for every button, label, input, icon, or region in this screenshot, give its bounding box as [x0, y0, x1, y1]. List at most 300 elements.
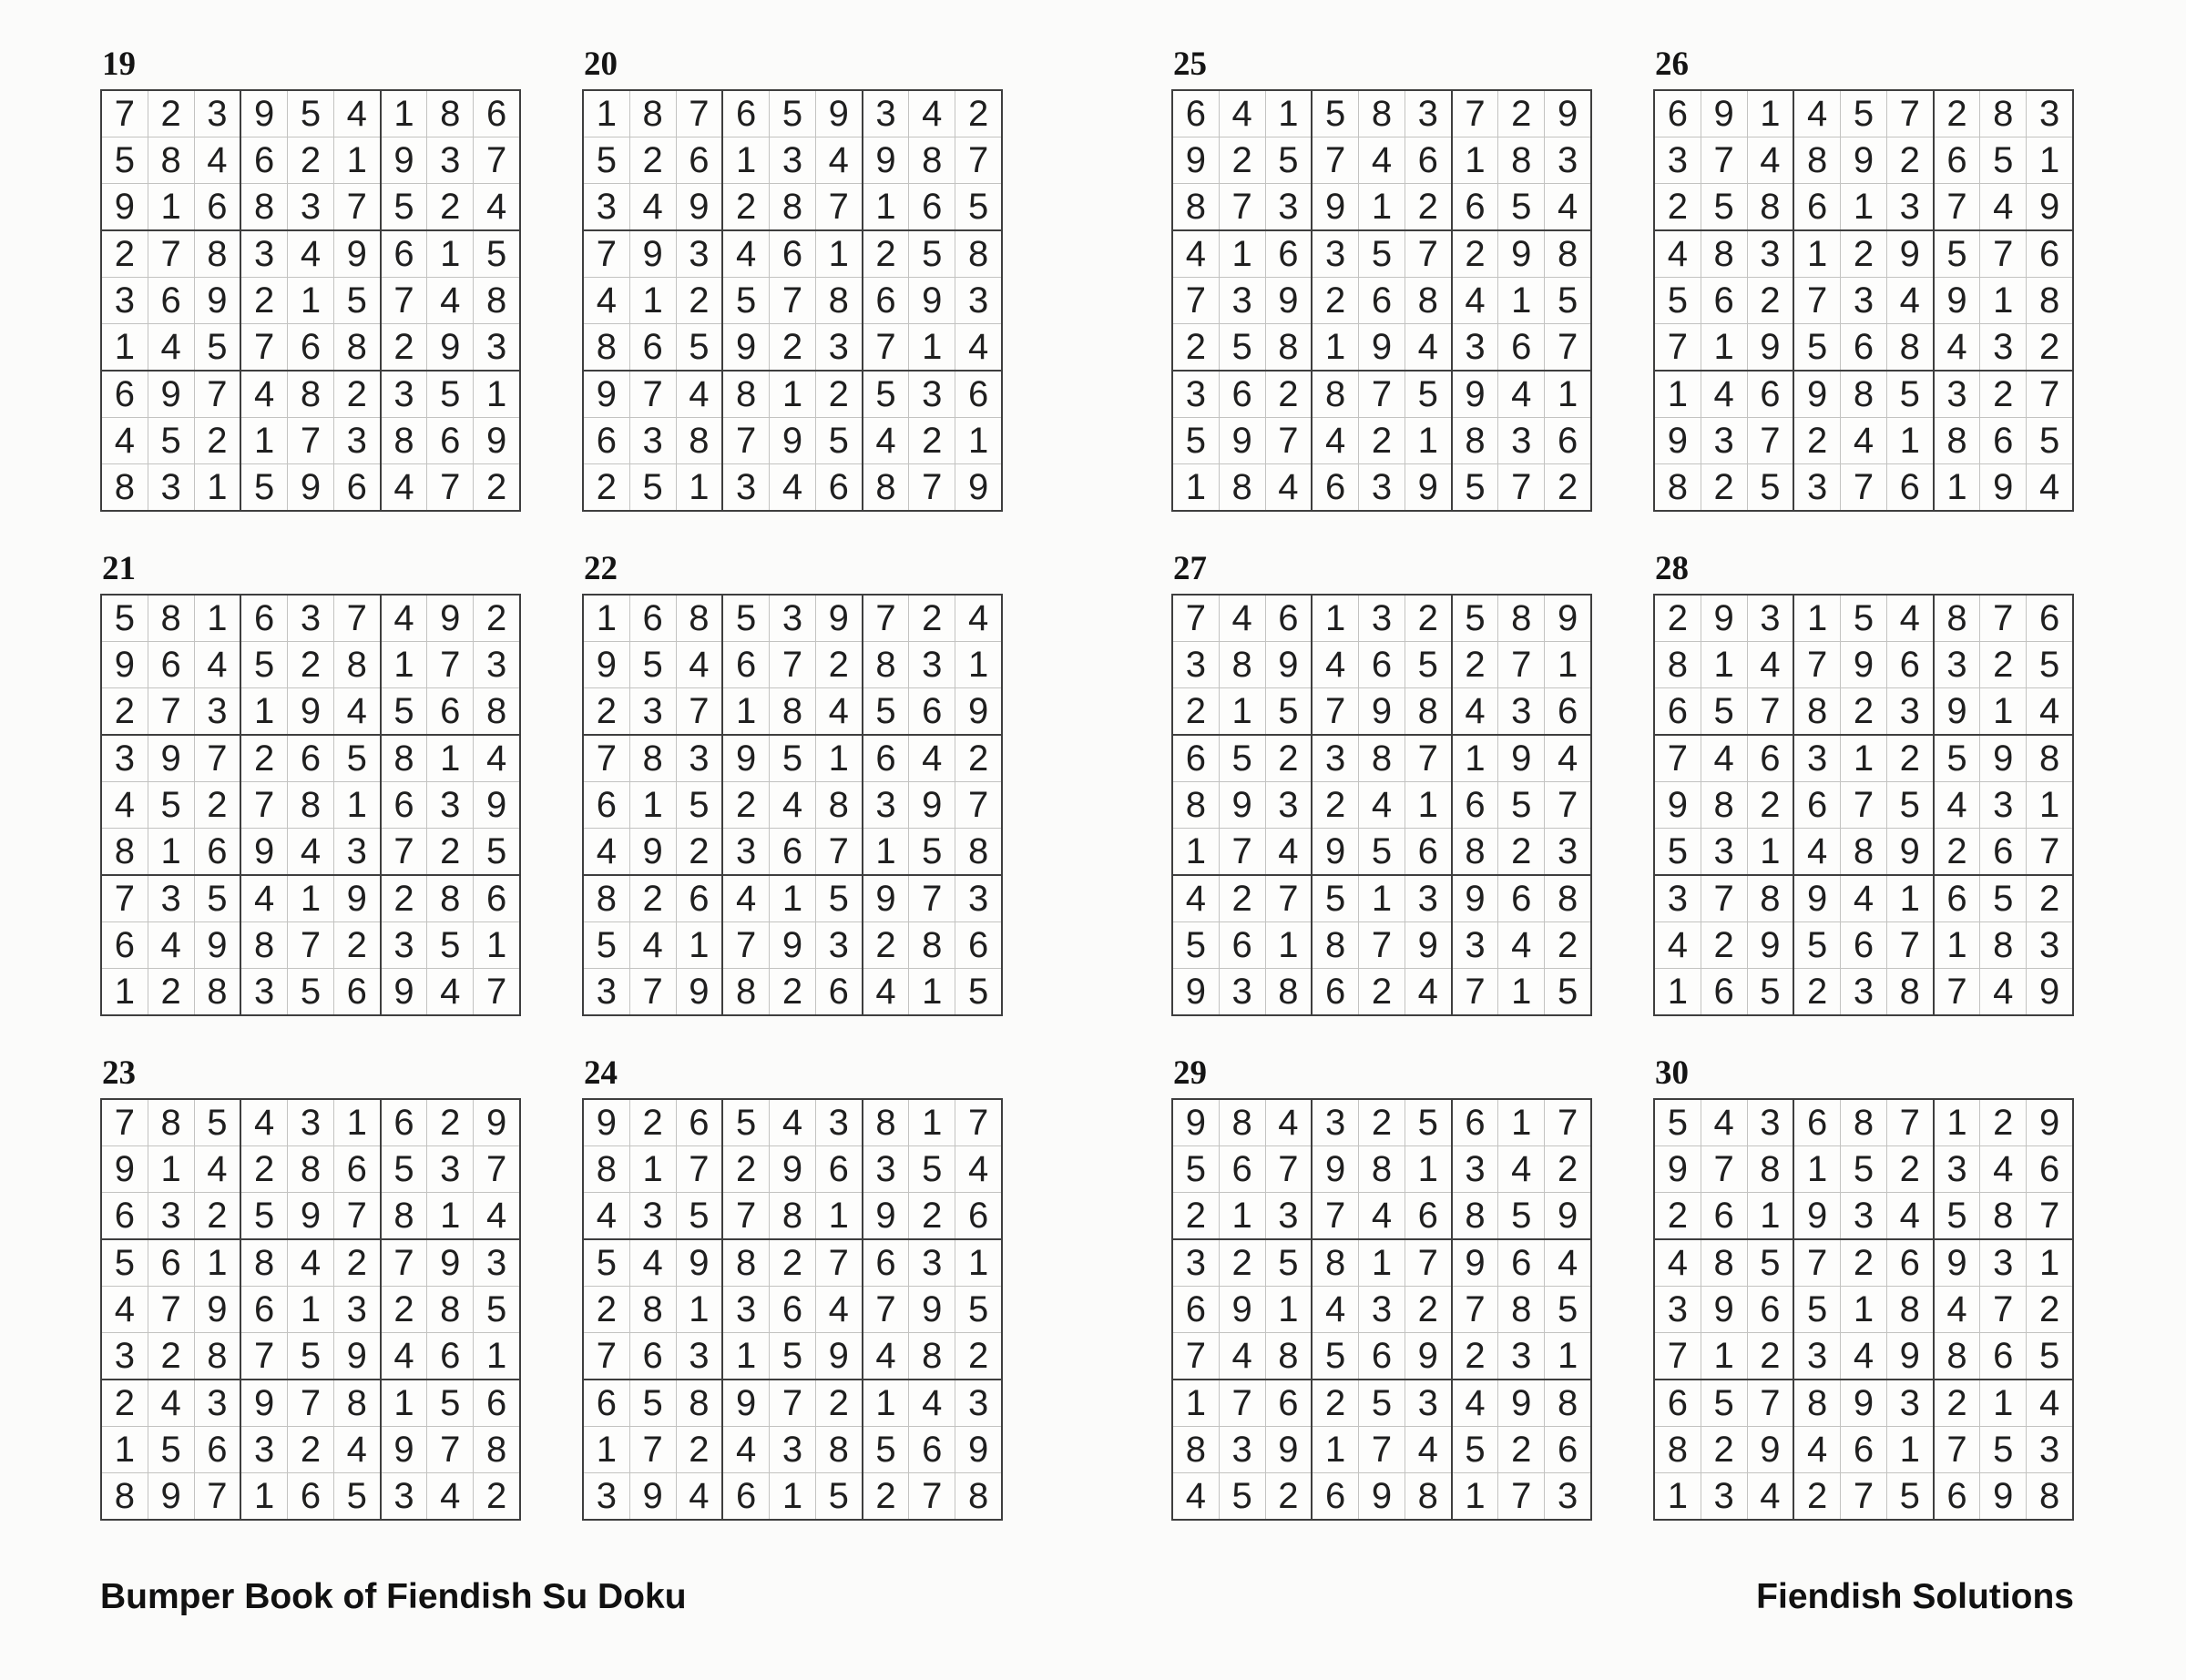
- sudoku-cell: 8: [1934, 595, 1980, 642]
- sudoku-cell: 6: [101, 922, 148, 969]
- sudoku-cell: 9: [1359, 1473, 1405, 1521]
- sudoku-row: [1172, 922, 1591, 969]
- sudoku-cell: 8: [1747, 184, 1793, 231]
- sudoku-cell: 5: [1359, 230, 1405, 278]
- sudoku-row: [1654, 642, 2073, 688]
- sudoku-cell: 4: [815, 137, 862, 184]
- sudoku-cell: 8: [148, 1099, 194, 1146]
- sudoku-cell: 3: [629, 688, 676, 736]
- sudoku-cell: 6: [722, 642, 769, 688]
- sudoku-cell: 4: [909, 90, 955, 137]
- sudoku-cell: 6: [240, 137, 287, 184]
- sudoku-cell: 8: [333, 324, 380, 372]
- sudoku-cell: 3: [333, 829, 380, 876]
- sudoku-cell: 8: [583, 1146, 629, 1193]
- sudoku-cell: 3: [381, 371, 427, 418]
- sudoku-cell: 1: [1312, 595, 1358, 642]
- sudoku-cell: 7: [863, 324, 909, 372]
- sudoku-cell: 7: [629, 969, 676, 1016]
- sudoku-cell: 8: [381, 418, 427, 464]
- sudoku-cell: 2: [1265, 371, 1312, 418]
- sudoku-cell: 7: [1934, 184, 1980, 231]
- sudoku-cell: 5: [1172, 1146, 1219, 1193]
- sudoku-cell: 5: [2027, 1333, 2073, 1380]
- sudoku-cell: 4: [1545, 184, 1591, 231]
- right-page: [1171, 47, 2074, 1521]
- sudoku-cell: 2: [333, 371, 380, 418]
- puzzle-number: 30: [1655, 1054, 1689, 1092]
- sudoku-cell: 4: [101, 1287, 148, 1333]
- sudoku-cell: 5: [381, 1146, 427, 1193]
- sudoku-row: [583, 1239, 1002, 1287]
- sudoku-cell: 5: [474, 230, 520, 278]
- sudoku-cell: 6: [381, 1099, 427, 1146]
- sudoku-cell: 8: [101, 464, 148, 512]
- sudoku-cell: 1: [333, 137, 380, 184]
- sudoku-cell: 6: [427, 688, 474, 736]
- sudoku-cell: 7: [333, 1193, 380, 1240]
- sudoku-cell: 2: [1841, 688, 1887, 736]
- sudoku-cell: 8: [815, 1427, 862, 1473]
- sudoku-cell: 8: [1701, 782, 1747, 829]
- sudoku-row: [1172, 642, 1591, 688]
- sudoku-cell: 1: [1452, 735, 1498, 782]
- puzzle-number: 19: [102, 46, 136, 83]
- sudoku-cell: 7: [1747, 1380, 1793, 1427]
- sudoku-cell: 1: [629, 782, 676, 829]
- sudoku-cell: 4: [863, 969, 909, 1016]
- sudoku-cell: 3: [722, 1287, 769, 1333]
- puzzle-number: 26: [1655, 46, 1689, 83]
- sudoku-cell: 1: [1654, 969, 1701, 1016]
- sudoku-cell: 4: [2027, 1380, 2073, 1427]
- sudoku-cell: 8: [1841, 829, 1887, 876]
- sudoku-cell: 5: [1172, 922, 1219, 969]
- sudoku-cell: 9: [815, 90, 862, 137]
- sudoku-cell: 9: [909, 1287, 955, 1333]
- sudoku-cell: 3: [770, 137, 816, 184]
- sudoku-cell: 3: [2027, 1427, 2073, 1473]
- sudoku-cell: 5: [1172, 418, 1219, 464]
- sudoku-cell: 5: [1701, 688, 1747, 736]
- sudoku-cell: 8: [1886, 1287, 1933, 1333]
- sudoku-cell: 7: [2027, 829, 2073, 876]
- sudoku-cell: 9: [148, 1473, 194, 1521]
- sudoku-cell: 5: [101, 1239, 148, 1287]
- sudoku-cell: 2: [1980, 642, 2027, 688]
- sudoku-cell: 5: [1312, 1333, 1358, 1380]
- sudoku-cell: 9: [1793, 875, 1840, 922]
- sudoku-cell: 2: [1886, 735, 1933, 782]
- sudoku-cell: 4: [1405, 969, 1451, 1016]
- sudoku-row: [1654, 1427, 2073, 1473]
- sudoku-cell: 5: [1654, 278, 1701, 324]
- sudoku-cell: 6: [1498, 875, 1545, 922]
- sudoku-cell: 4: [1172, 230, 1219, 278]
- sudoku-cell: 3: [583, 1473, 629, 1521]
- sudoku-cell: 6: [427, 418, 474, 464]
- sudoku-cell: 4: [288, 1239, 334, 1287]
- sudoku-cell: 7: [1498, 642, 1545, 688]
- sudoku-row: [1172, 1473, 1591, 1521]
- sudoku-cell: 2: [722, 1146, 769, 1193]
- sudoku-cell: 2: [1934, 829, 1980, 876]
- sudoku-cell: 2: [863, 230, 909, 278]
- sudoku-puzzle-19: [100, 47, 521, 512]
- sudoku-cell: 7: [1980, 230, 2027, 278]
- sudoku-row: [101, 90, 520, 137]
- sudoku-cell: 5: [1980, 1427, 2027, 1473]
- puzzle-number: 20: [584, 46, 618, 83]
- sudoku-cell: 5: [1498, 782, 1545, 829]
- sudoku-cell: 8: [1219, 464, 1265, 512]
- sudoku-cell: 7: [1452, 1287, 1498, 1333]
- sudoku-row: [583, 1287, 1002, 1333]
- sudoku-cell: 2: [1265, 735, 1312, 782]
- sudoku-cell: 8: [1654, 464, 1701, 512]
- sudoku-cell: 8: [333, 642, 380, 688]
- sudoku-cell: 7: [1747, 688, 1793, 736]
- sudoku-cell: 6: [1793, 1099, 1840, 1146]
- sudoku-row: [101, 1333, 520, 1380]
- sudoku-cell: 5: [770, 1333, 816, 1380]
- sudoku-row: [1654, 184, 2073, 231]
- sudoku-cell: 6: [474, 875, 520, 922]
- sudoku-cell: 5: [1405, 371, 1451, 418]
- sudoku-cell: 6: [1452, 1099, 1498, 1146]
- sudoku-cell: 7: [194, 735, 240, 782]
- sudoku-cell: 5: [1841, 595, 1887, 642]
- sudoku-cell: 3: [474, 324, 520, 372]
- sudoku-cell: 7: [722, 922, 769, 969]
- sudoku-cell: 6: [333, 1146, 380, 1193]
- sudoku-cell: 8: [1359, 735, 1405, 782]
- sudoku-cell: 2: [770, 1239, 816, 1287]
- sudoku-cell: 3: [101, 735, 148, 782]
- sudoku-cell: 5: [909, 230, 955, 278]
- sudoku-row: [583, 90, 1002, 137]
- sudoku-cell: 5: [1405, 642, 1451, 688]
- sudoku-row: [1172, 371, 1591, 418]
- sudoku-cell: 5: [1793, 324, 1840, 372]
- sudoku-cell: 2: [1545, 464, 1591, 512]
- sudoku-cell: 3: [1793, 735, 1840, 782]
- sudoku-cell: 3: [629, 1193, 676, 1240]
- sudoku-cell: 3: [1793, 464, 1840, 512]
- sudoku-row: [1172, 1099, 1591, 1146]
- sudoku-cell: 7: [240, 782, 287, 829]
- sudoku-cell: 9: [333, 230, 380, 278]
- sudoku-cell: 4: [863, 1333, 909, 1380]
- sudoku-cell: 4: [148, 1380, 194, 1427]
- sudoku-cell: 1: [955, 418, 1002, 464]
- sudoku-cell: 1: [194, 595, 240, 642]
- sudoku-cell: 9: [676, 1239, 722, 1287]
- sudoku-cell: 8: [1452, 418, 1498, 464]
- sudoku-cell: 8: [909, 1333, 955, 1380]
- sudoku-grid-28: [1653, 594, 2074, 1016]
- sudoku-cell: 3: [1312, 230, 1358, 278]
- sudoku-row: [1654, 735, 2073, 782]
- sudoku-cell: 3: [1172, 371, 1219, 418]
- sudoku-cell: 6: [288, 735, 334, 782]
- sudoku-cell: 3: [194, 688, 240, 736]
- sudoku-cell: 2: [722, 782, 769, 829]
- sudoku-cell: 7: [1886, 1099, 1933, 1146]
- sudoku-cell: 1: [1405, 418, 1451, 464]
- sudoku-cell: 2: [955, 90, 1002, 137]
- sudoku-cell: 8: [1747, 875, 1793, 922]
- sudoku-cell: 1: [815, 230, 862, 278]
- sudoku-cell: 5: [955, 184, 1002, 231]
- sudoku-cell: 3: [583, 969, 629, 1016]
- sudoku-row: [1654, 371, 2073, 418]
- sudoku-row: [1172, 90, 1591, 137]
- sudoku-cell: 4: [474, 1193, 520, 1240]
- sudoku-cell: 6: [1498, 1239, 1545, 1287]
- sudoku-cell: 1: [1219, 230, 1265, 278]
- sudoku-cell: 9: [1654, 782, 1701, 829]
- sudoku-cell: 2: [955, 735, 1002, 782]
- sudoku-cell: 1: [1701, 1333, 1747, 1380]
- sudoku-cell: 8: [1359, 1146, 1405, 1193]
- sudoku-cell: 4: [194, 642, 240, 688]
- sudoku-cell: 5: [288, 969, 334, 1016]
- sudoku-cell: 9: [1219, 782, 1265, 829]
- sudoku-cell: 3: [288, 184, 334, 231]
- sudoku-cell: 1: [2027, 782, 2073, 829]
- sudoku-cell: 9: [1654, 418, 1701, 464]
- sudoku-cell: 1: [1545, 371, 1591, 418]
- sudoku-cell: 2: [1793, 418, 1840, 464]
- sudoku-cell: 5: [815, 875, 862, 922]
- sudoku-cell: 4: [1545, 1239, 1591, 1287]
- sudoku-cell: 6: [909, 184, 955, 231]
- sudoku-cell: 4: [1545, 735, 1591, 782]
- sudoku-cell: 7: [1452, 969, 1498, 1016]
- puzzle-number: 23: [102, 1054, 136, 1092]
- sudoku-cell: 1: [381, 642, 427, 688]
- sudoku-cell: 3: [722, 464, 769, 512]
- sudoku-cell: 9: [1654, 1146, 1701, 1193]
- sudoku-cell: 6: [1452, 184, 1498, 231]
- sudoku-cell: 1: [1359, 1239, 1405, 1287]
- sudoku-cell: 9: [1452, 875, 1498, 922]
- sudoku-cell: 4: [1793, 1427, 1840, 1473]
- sudoku-puzzle-28: [1653, 552, 2074, 1016]
- sudoku-cell: 5: [629, 642, 676, 688]
- sudoku-cell: 4: [240, 371, 287, 418]
- sudoku-cell: 3: [1980, 782, 2027, 829]
- sudoku-cell: 6: [333, 969, 380, 1016]
- sudoku-cell: 6: [1265, 595, 1312, 642]
- sudoku-cell: 9: [2027, 1099, 2073, 1146]
- sudoku-cell: 9: [2027, 969, 2073, 1016]
- sudoku-cell: 8: [583, 875, 629, 922]
- sudoku-cell: 8: [1312, 1239, 1358, 1287]
- sudoku-cell: 5: [676, 1193, 722, 1240]
- sudoku-cell: 1: [1219, 1193, 1265, 1240]
- sudoku-row: [583, 782, 1002, 829]
- sudoku-cell: 3: [1452, 1146, 1498, 1193]
- sudoku-cell: 7: [1980, 1287, 2027, 1333]
- sudoku-cell: 9: [1886, 230, 1933, 278]
- sudoku-cell: 8: [1172, 1427, 1219, 1473]
- sudoku-cell: 1: [770, 875, 816, 922]
- sudoku-cell: 3: [1793, 1333, 1840, 1380]
- sudoku-cell: 3: [955, 278, 1002, 324]
- sudoku-cell: 5: [381, 688, 427, 736]
- sudoku-cell: 7: [1841, 1473, 1887, 1521]
- sudoku-cell: 4: [909, 735, 955, 782]
- sudoku-cell: 7: [1312, 688, 1358, 736]
- sudoku-row: [1654, 1099, 2073, 1146]
- sudoku-cell: 5: [1654, 1099, 1701, 1146]
- sudoku-cell: 2: [2027, 324, 2073, 372]
- sudoku-cell: 2: [1701, 464, 1747, 512]
- sudoku-cell: 7: [863, 1287, 909, 1333]
- sudoku-cell: 1: [1545, 1333, 1591, 1380]
- sudoku-cell: 7: [1886, 90, 1933, 137]
- sudoku-cell: 3: [955, 875, 1002, 922]
- sudoku-cell: 9: [1405, 464, 1451, 512]
- sudoku-cell: 1: [1886, 1427, 1933, 1473]
- sudoku-cell: 7: [583, 230, 629, 278]
- sudoku-cell: 9: [1359, 324, 1405, 372]
- sudoku-cell: 1: [1359, 184, 1405, 231]
- sudoku-cell: 4: [1980, 184, 2027, 231]
- sudoku-cell: 1: [722, 688, 769, 736]
- sudoku-grid-22: [582, 594, 1003, 1016]
- sudoku-cell: 3: [240, 230, 287, 278]
- sudoku-cell: 8: [1498, 595, 1545, 642]
- sudoku-grid-19: [100, 89, 521, 512]
- sudoku-grid-23: [100, 1098, 521, 1521]
- sudoku-cell: 1: [194, 464, 240, 512]
- sudoku-cell: 4: [815, 1287, 862, 1333]
- sudoku-cell: 8: [770, 1193, 816, 1240]
- sudoku-row: [583, 418, 1002, 464]
- sudoku-cell: 8: [1545, 230, 1591, 278]
- sudoku-grid-25: [1171, 89, 1592, 512]
- sudoku-cell: 4: [1172, 875, 1219, 922]
- sudoku-cell: 3: [815, 1099, 862, 1146]
- sudoku-row: [583, 1380, 1002, 1427]
- sudoku-cell: 6: [240, 1287, 287, 1333]
- sudoku-cell: 3: [1545, 137, 1591, 184]
- sudoku-cell: 5: [1359, 1380, 1405, 1427]
- sudoku-cell: 9: [427, 595, 474, 642]
- sudoku-cell: 6: [770, 230, 816, 278]
- sudoku-cell: 4: [101, 782, 148, 829]
- sudoku-cell: 9: [1841, 137, 1887, 184]
- sudoku-row: [1172, 782, 1591, 829]
- sudoku-cell: 3: [909, 371, 955, 418]
- sudoku-cell: 1: [1793, 595, 1840, 642]
- sudoku-puzzle-23: [100, 1056, 521, 1521]
- sudoku-cell: 4: [770, 1099, 816, 1146]
- sudoku-cell: 5: [1886, 1473, 1933, 1521]
- sudoku-cell: 4: [1701, 371, 1747, 418]
- sudoku-cell: 9: [1172, 1099, 1219, 1146]
- sudoku-cell: 4: [629, 1239, 676, 1287]
- sudoku-cell: 7: [909, 1473, 955, 1521]
- sudoku-cell: 3: [863, 1146, 909, 1193]
- sudoku-cell: 6: [722, 90, 769, 137]
- sudoku-cell: 1: [1886, 418, 1933, 464]
- sudoku-cell: 5: [1452, 595, 1498, 642]
- sudoku-cell: 4: [1980, 1146, 2027, 1193]
- sudoku-cell: 3: [770, 1427, 816, 1473]
- sudoku-row: [583, 1473, 1002, 1521]
- sudoku-cell: 9: [1219, 1287, 1265, 1333]
- sudoku-cell: 6: [1980, 418, 2027, 464]
- puzzle-number: 24: [584, 1054, 618, 1092]
- sudoku-cell: 1: [1980, 1380, 2027, 1427]
- sudoku-cell: 4: [583, 278, 629, 324]
- sudoku-cell: 6: [1793, 184, 1840, 231]
- sudoku-puzzle-27: [1171, 552, 1592, 1016]
- sudoku-cell: 4: [1654, 1239, 1701, 1287]
- sudoku-cell: 9: [1841, 642, 1887, 688]
- sudoku-cell: 6: [1545, 418, 1591, 464]
- sudoku-cell: 3: [1265, 184, 1312, 231]
- sudoku-cell: 4: [815, 688, 862, 736]
- sudoku-cell: 9: [1265, 278, 1312, 324]
- sudoku-cell: 9: [676, 184, 722, 231]
- sudoku-cell: 8: [815, 278, 862, 324]
- sudoku-cell: 8: [909, 137, 955, 184]
- sudoku-cell: 8: [1841, 371, 1887, 418]
- sudoku-cell: 9: [288, 464, 334, 512]
- sudoku-cell: 8: [288, 782, 334, 829]
- sudoku-cell: 8: [333, 1380, 380, 1427]
- sudoku-row: [101, 782, 520, 829]
- sudoku-row: [1654, 782, 2073, 829]
- sudoku-cell: 6: [288, 324, 334, 372]
- sudoku-cell: 5: [194, 324, 240, 372]
- sudoku-cell: 3: [1654, 875, 1701, 922]
- sudoku-cell: 6: [1654, 1380, 1701, 1427]
- sudoku-cell: 3: [1747, 1099, 1793, 1146]
- sudoku-cell: 7: [1545, 782, 1591, 829]
- sudoku-cell: 8: [101, 829, 148, 876]
- sudoku-cell: 6: [474, 90, 520, 137]
- sudoku-cell: 2: [1359, 418, 1405, 464]
- sudoku-cell: 2: [240, 1146, 287, 1193]
- sudoku-cell: 3: [722, 829, 769, 876]
- sudoku-cell: 1: [909, 324, 955, 372]
- sudoku-row: [583, 1193, 1002, 1240]
- sudoku-cell: 8: [583, 324, 629, 372]
- sudoku-cell: 6: [1747, 371, 1793, 418]
- sudoku-cell: 6: [909, 688, 955, 736]
- sudoku-cell: 7: [1265, 875, 1312, 922]
- sudoku-cell: 6: [148, 1239, 194, 1287]
- sudoku-cell: 6: [1405, 829, 1451, 876]
- sudoku-cell: 3: [1172, 1239, 1219, 1287]
- sudoku-cell: 6: [427, 1333, 474, 1380]
- sudoku-cell: 6: [815, 1146, 862, 1193]
- sudoku-cell: 9: [676, 969, 722, 1016]
- sudoku-puzzle-22: [582, 552, 1003, 1016]
- sudoku-cell: 5: [815, 1473, 862, 1521]
- sudoku-cell: 9: [381, 969, 427, 1016]
- sudoku-cell: 4: [1886, 595, 1933, 642]
- sudoku-row: [101, 735, 520, 782]
- sudoku-cell: 3: [474, 642, 520, 688]
- sudoku-cell: 5: [427, 1380, 474, 1427]
